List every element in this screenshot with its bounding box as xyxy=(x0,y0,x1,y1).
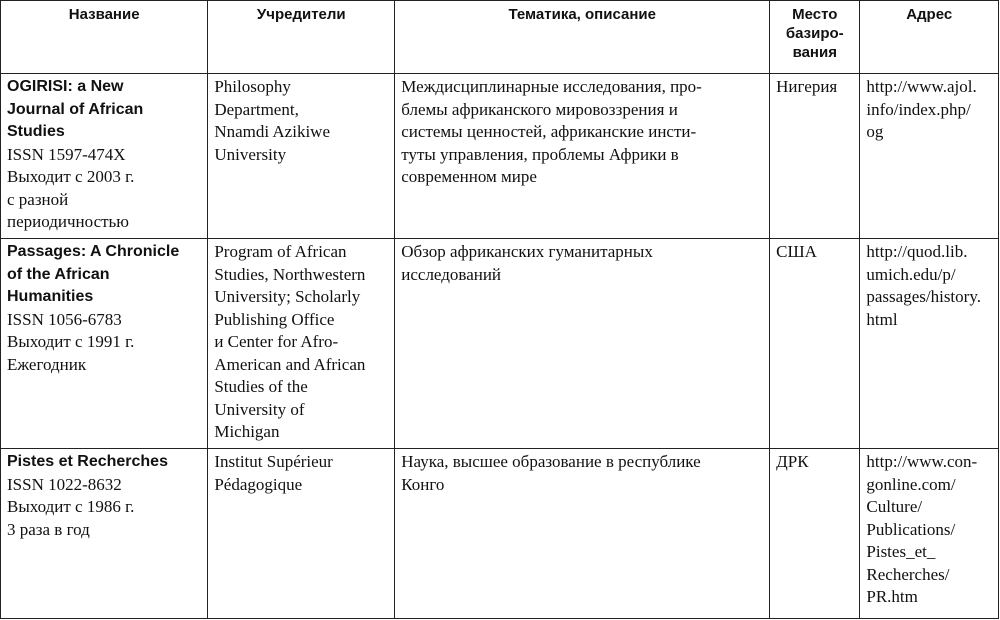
topic-line: системы ценностей, африканские инсти- xyxy=(401,122,697,141)
journal-info-line: Ежегодник xyxy=(7,354,87,374)
founders-line: Institut Supérieur xyxy=(214,452,333,471)
header-row xyxy=(1,1,999,74)
journal-title-line: Studies xyxy=(7,123,65,140)
header-place-line: вания xyxy=(792,44,837,61)
cell-place xyxy=(770,449,860,619)
header-place xyxy=(770,1,860,74)
address-line: Publications/ xyxy=(866,519,956,539)
cell-place xyxy=(770,74,860,239)
founders-line: Publishing Office xyxy=(214,309,335,329)
cell-topic xyxy=(395,74,770,239)
place-text: Нигерия xyxy=(776,77,838,96)
table-row xyxy=(1,449,999,619)
cell-founders xyxy=(208,449,395,619)
header-founders xyxy=(208,1,395,74)
founders-line: Program of African xyxy=(214,242,347,261)
cell-name xyxy=(1,239,208,449)
topic-line: Междисциплинарные исследования, про- xyxy=(401,77,702,96)
cell-address xyxy=(860,449,999,619)
founders-line: Studies of the xyxy=(214,377,308,396)
topic-line: Наука, высшее образование в республике xyxy=(401,452,701,471)
topic-line: блемы африканского мировоззрения и xyxy=(401,99,678,119)
cell-topic xyxy=(395,239,770,449)
founders-line: Pédagogique xyxy=(214,474,303,494)
address-line: passages/history. xyxy=(866,287,981,306)
cell-address xyxy=(860,74,999,239)
address-line: html xyxy=(866,309,898,329)
address-line: Culture/ xyxy=(866,497,923,516)
header-name-text: Название xyxy=(68,6,140,23)
founders-line: Department, xyxy=(214,99,299,119)
cell-name xyxy=(1,74,208,239)
journal-title-line: of the African xyxy=(7,265,110,283)
cell-founders xyxy=(208,239,395,449)
cell-address xyxy=(860,239,999,449)
topic-line: Обзор африканских гуманитарных xyxy=(401,242,653,261)
journal-title-line: Humanities xyxy=(7,288,94,305)
topic-line: туты управления, проблемы Африки в xyxy=(401,144,679,164)
header-address xyxy=(860,1,999,74)
journal-info-line: ISSN 1056-6783 xyxy=(7,309,122,329)
address-line: http://www.con- xyxy=(866,452,978,471)
table-row xyxy=(1,239,999,449)
founders-line: Nnamdi Azikiwe xyxy=(214,122,330,141)
address-line: http://quod.lib. xyxy=(866,242,968,261)
header-place-line: Место xyxy=(792,6,838,23)
address-line: og xyxy=(866,122,884,141)
journal-info-line: Выходит с 1986 г. xyxy=(7,497,135,516)
founders-line: Philosophy xyxy=(214,77,291,96)
header-place-line: базиро- xyxy=(785,25,844,42)
cell-founders xyxy=(208,74,395,239)
journal-info-line: ISSN 1022-8632 xyxy=(7,474,122,494)
cell-place xyxy=(770,239,860,449)
journal-title-line: Passages: A Chronicle xyxy=(7,243,180,260)
journal-info-line: ISSN 1597-474X xyxy=(7,144,126,164)
table-row xyxy=(1,74,999,239)
cell-name xyxy=(1,449,208,619)
cell-topic xyxy=(395,449,770,619)
address-line: umich.edu/p/ xyxy=(866,264,956,284)
address-line: Recherches/ xyxy=(866,564,950,584)
founders-line: и Center for Afro- xyxy=(214,332,339,351)
topic-line: исследований xyxy=(401,264,502,284)
topic-line: Конго xyxy=(401,474,445,494)
journal-info-line: Выходит с 2003 г. xyxy=(7,167,135,186)
topic-line: современном мире xyxy=(401,167,537,186)
address-line: info/index.php/ xyxy=(866,99,971,119)
founders-line: University; Scholarly xyxy=(214,287,361,306)
founders-line: American and African xyxy=(214,354,366,374)
journal-info-line: с разной xyxy=(7,189,69,209)
founders-line: Michigan xyxy=(214,422,280,441)
journal-title-line: Pistes et Recherches xyxy=(7,453,168,470)
journal-title-line: OGIRISI: a New xyxy=(7,78,124,95)
address-line: gonline.com/ xyxy=(866,474,956,494)
place-text: ДРК xyxy=(776,452,809,471)
address-line: PR.htm xyxy=(866,587,918,606)
founders-line: University of xyxy=(214,399,305,419)
place-text: США xyxy=(776,242,817,261)
address-line: http://www.ajol. xyxy=(866,77,977,96)
header-founders-text: Учредители xyxy=(256,6,346,23)
header-topic-text: Тематика, описание xyxy=(508,6,656,23)
journal-info-line: 3 раза в год xyxy=(7,519,90,539)
header-name xyxy=(1,1,208,74)
header-address-text: Адрес xyxy=(906,6,953,23)
header-topic xyxy=(395,1,770,74)
address-line: Pistes_et_ xyxy=(866,542,936,561)
founders-line: Studies, Northwestern xyxy=(214,264,366,284)
journal-info-line: периодичностью xyxy=(7,212,129,231)
journal-info-line: Выходит с 1991 г. xyxy=(7,332,135,351)
founders-line: University xyxy=(214,144,287,164)
journal-title-line: Journal of African xyxy=(7,100,144,118)
